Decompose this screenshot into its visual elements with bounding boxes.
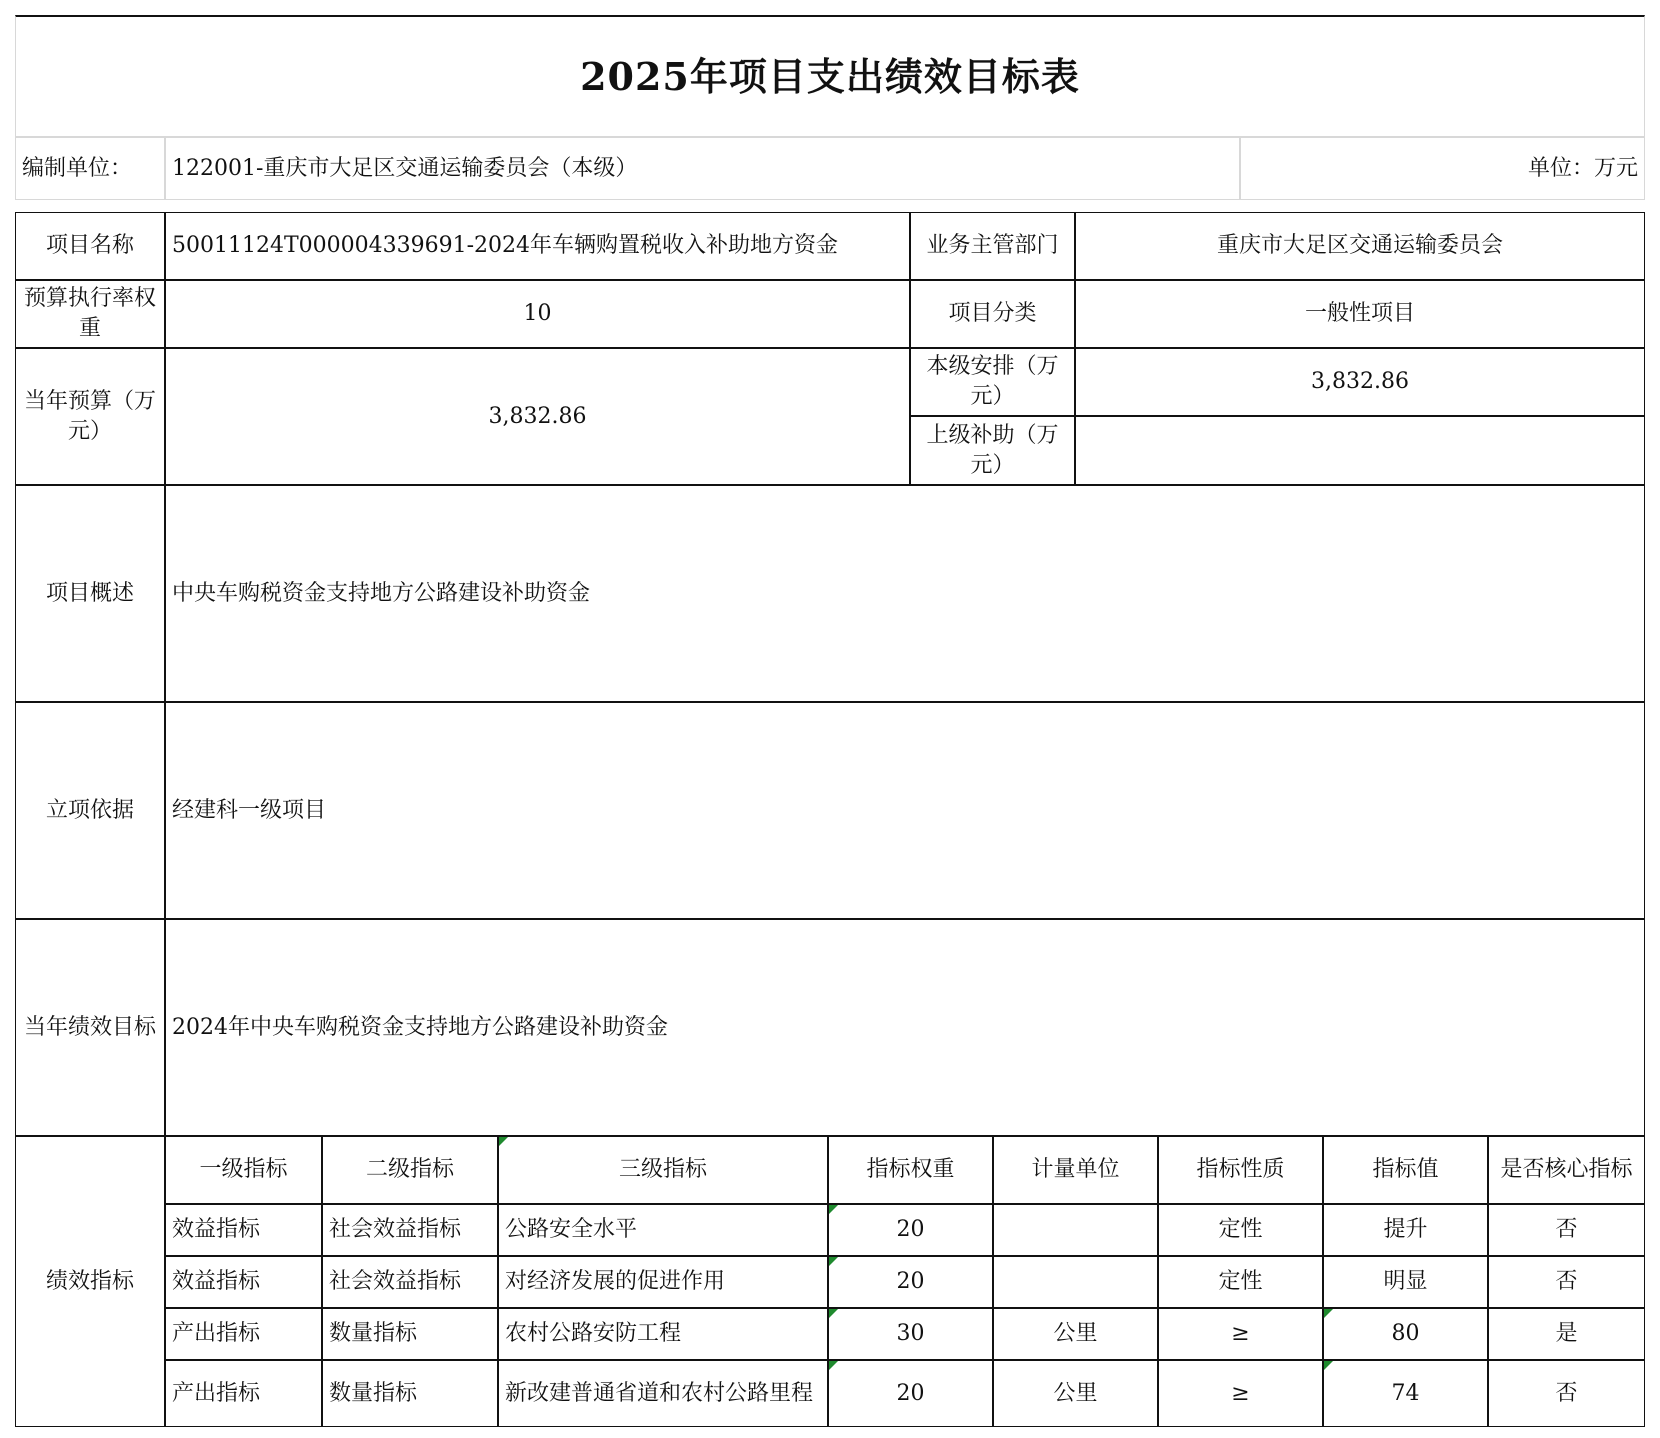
basis-label: 立项依据 xyxy=(15,702,165,919)
indicator-row-nature: 定性 xyxy=(1158,1256,1323,1308)
upper-value xyxy=(1075,416,1645,485)
indicator-row-level3: 农村公路安防工程 xyxy=(498,1308,828,1360)
page-title: 2025年项目支出绩效目标表 xyxy=(15,15,1645,137)
basis-text: 经建科一级项目 xyxy=(165,702,1645,919)
unit-label: 编制单位： xyxy=(15,137,165,200)
budget-label: 当年预算（万元） xyxy=(15,348,165,485)
indicator-row-unit xyxy=(993,1204,1158,1256)
indicator-header-level3: 三级指标 xyxy=(498,1136,828,1204)
indicator-row-level2: 社会效益指标 xyxy=(322,1204,498,1256)
local-value: 3,832.86 xyxy=(1075,348,1645,416)
dept-label: 业务主管部门 xyxy=(910,212,1075,280)
comment-marker-icon xyxy=(829,1257,838,1266)
comment-marker-icon xyxy=(1324,1361,1333,1370)
indicator-row-level3: 公路安全水平 xyxy=(498,1204,828,1256)
indicator-row-weight: 20 xyxy=(828,1360,993,1427)
project-name-value: 50011124T000004339691-2024年车辆购置税收入补助地方资金 xyxy=(165,212,910,280)
indicator-header-unit: 计量单位 xyxy=(993,1136,1158,1204)
indicator-row-core: 否 xyxy=(1488,1204,1645,1256)
overview-text: 中央车购税资金支持地方公路建设补助资金 xyxy=(165,485,1645,702)
indicator-row-weight: 20 xyxy=(828,1256,993,1308)
indicator-row-level2: 数量指标 xyxy=(322,1360,498,1427)
indicator-header-level1: 一级指标 xyxy=(165,1136,322,1204)
indicator-row-nature: 定性 xyxy=(1158,1204,1323,1256)
dept-value: 重庆市大足区交通运输委员会 xyxy=(1075,212,1645,280)
indicator-row-core: 否 xyxy=(1488,1256,1645,1308)
indicator-row-core: 否 xyxy=(1488,1360,1645,1427)
goal-text: 2024年中央车购税资金支持地方公路建设补助资金 xyxy=(165,919,1645,1136)
local-label: 本级安排（万元） xyxy=(910,348,1075,416)
indicator-row-level2: 社会效益指标 xyxy=(322,1256,498,1308)
indicator-header-weight: 指标权重 xyxy=(828,1136,993,1204)
comment-marker-icon xyxy=(499,1137,508,1146)
indicator-header-core: 是否核心指标 xyxy=(1488,1136,1645,1204)
indicator-row-level1: 产出指标 xyxy=(165,1308,322,1360)
indicator-header-nature: 指标性质 xyxy=(1158,1136,1323,1204)
goal-label: 当年绩效目标 xyxy=(15,919,165,1136)
overview-label: 项目概述 xyxy=(15,485,165,702)
indicator-row-level1: 效益指标 xyxy=(165,1256,322,1308)
category-value: 一般性项目 xyxy=(1075,280,1645,348)
exec-weight-value: 10 xyxy=(165,280,910,348)
indicator-row-unit: 公里 xyxy=(993,1308,1158,1360)
indicator-row-nature: ≥ xyxy=(1158,1360,1323,1427)
comment-marker-icon xyxy=(829,1309,838,1318)
indicators-label: 绩效指标 xyxy=(15,1136,165,1427)
indicator-row-level3: 新改建普通省道和农村公路里程 xyxy=(498,1360,828,1427)
indicator-row-level1: 效益指标 xyxy=(165,1204,322,1256)
indicator-row-unit xyxy=(993,1256,1158,1308)
indicator-row-unit: 公里 xyxy=(993,1360,1158,1427)
indicator-header-level2: 二级指标 xyxy=(322,1136,498,1204)
indicator-row-nature: ≥ xyxy=(1158,1308,1323,1360)
indicator-row-value: 74 xyxy=(1323,1360,1488,1427)
indicator-row-level2: 数量指标 xyxy=(322,1308,498,1360)
indicator-row-weight: 30 xyxy=(828,1308,993,1360)
indicator-row-value: 明显 xyxy=(1323,1256,1488,1308)
upper-label: 上级补助（万元） xyxy=(910,416,1075,485)
category-label: 项目分类 xyxy=(910,280,1075,348)
indicator-row-level3: 对经济发展的促进作用 xyxy=(498,1256,828,1308)
indicator-header-value: 指标值 xyxy=(1323,1136,1488,1204)
comment-marker-icon xyxy=(829,1205,838,1214)
budget-value: 3,832.86 xyxy=(165,348,910,485)
unit-value: 122001-重庆市大足区交通运输委员会（本级） xyxy=(165,137,1240,200)
comment-marker-icon xyxy=(1324,1309,1333,1318)
indicator-row-value: 80 xyxy=(1323,1308,1488,1360)
currency-unit: 单位：万元 xyxy=(1240,137,1645,200)
exec-weight-label: 预算执行率权重 xyxy=(15,280,165,348)
indicator-row-level1: 产出指标 xyxy=(165,1360,322,1427)
indicator-row-core: 是 xyxy=(1488,1308,1645,1360)
indicator-row-value: 提升 xyxy=(1323,1204,1488,1256)
comment-marker-icon xyxy=(829,1361,838,1370)
indicator-row-weight: 20 xyxy=(828,1204,993,1256)
project-name-label: 项目名称 xyxy=(15,212,165,280)
